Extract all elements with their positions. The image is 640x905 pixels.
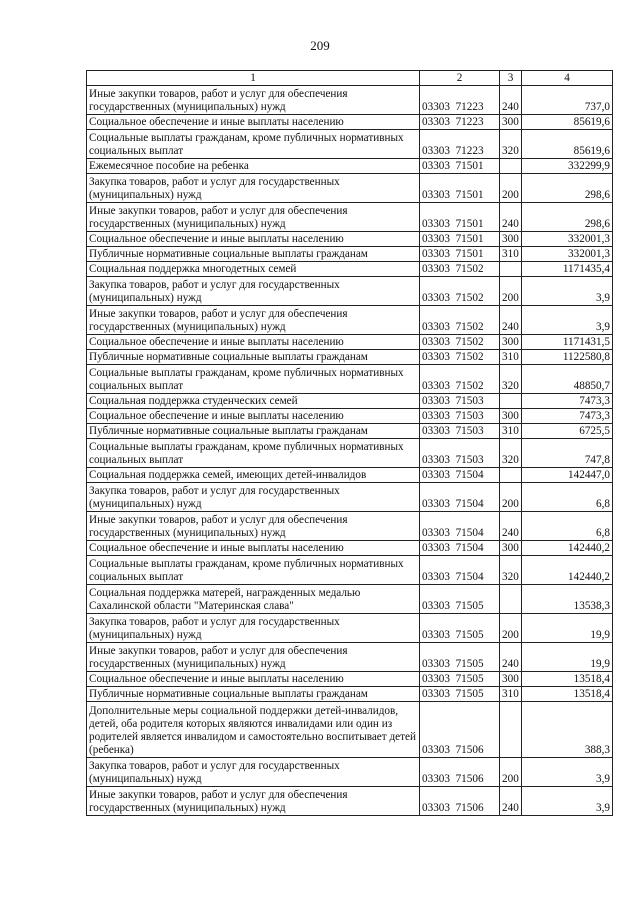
row-vr: 200: [500, 483, 522, 512]
row-name: Иные закупки товаров, работ и услуг для обеспечения государственных (муниципальных) нужд: [87, 787, 420, 816]
row-code: 03303 71505: [420, 687, 500, 702]
row-vr: 240: [500, 86, 522, 115]
header-col-3: 3: [500, 71, 522, 86]
row-code: 03303 71502: [420, 365, 500, 394]
table-header-row: [87, 71, 613, 86]
row-vr: 240: [500, 787, 522, 816]
row-amount: 3,9: [522, 758, 613, 787]
table-row: [87, 424, 613, 439]
row-code: 03303 71504: [420, 468, 500, 483]
row-name: Социальная поддержка матерей, награжденных медалью Сахалинской области "Материнская слава": [87, 585, 420, 614]
row-vr: 240: [500, 643, 522, 672]
row-name: Социальное обеспечение и иные выплаты населению: [87, 335, 420, 350]
row-vr: 320: [500, 365, 522, 394]
row-name: Социальные выплаты гражданам, кроме публичных нормативных социальных выплат: [87, 365, 420, 394]
row-code: 03303 71506: [420, 702, 500, 758]
row-vr: 320: [500, 439, 522, 468]
row-name: Социальные выплаты гражданам, кроме публичных нормативных социальных выплат: [87, 439, 420, 468]
row-name: Закупка товаров, работ и услуг для государственных (муниципальных) нужд: [87, 614, 420, 643]
row-code: 03303 71503: [420, 439, 500, 468]
table-row: [87, 702, 613, 758]
table-row: [87, 306, 613, 335]
row-name: Публичные нормативные социальные выплаты гражданам: [87, 687, 420, 702]
row-name: Социальная поддержка многодетных семей: [87, 262, 420, 277]
row-vr: [500, 262, 522, 277]
row-name: Иные закупки товаров, работ и услуг для обеспечения государственных (муниципальных) нужд: [87, 643, 420, 672]
table-row: [87, 672, 613, 687]
row-vr: 310: [500, 350, 522, 365]
table-row: [87, 643, 613, 672]
row-code: 03303 71503: [420, 424, 500, 439]
row-vr: 300: [500, 409, 522, 424]
row-name: Социальная поддержка студенческих семей: [87, 394, 420, 409]
row-code: 03303 71506: [420, 758, 500, 787]
row-code: 03303 71223: [420, 130, 500, 159]
row-name: Социальное обеспечение и иные выплаты населению: [87, 232, 420, 247]
row-code: 03303 71223: [420, 115, 500, 130]
row-name: Ежемесячное пособие на ребенка: [87, 159, 420, 174]
table-row: [87, 335, 613, 350]
row-code: 03303 71506: [420, 787, 500, 816]
row-code: 03303 71505: [420, 585, 500, 614]
table-row: [87, 232, 613, 247]
table-row: [87, 614, 613, 643]
table-row: [87, 439, 613, 468]
table-row: [87, 203, 613, 232]
row-name: Социальное обеспечение и иные выплаты населению: [87, 409, 420, 424]
row-vr: 300: [500, 232, 522, 247]
table-row: [87, 394, 613, 409]
row-amount: 19,9: [522, 614, 613, 643]
row-code: 03303 71505: [420, 614, 500, 643]
row-name: Публичные нормативные социальные выплаты гражданам: [87, 424, 420, 439]
row-amount: 7473,3: [522, 394, 613, 409]
table-row: [87, 541, 613, 556]
row-amount: 3,9: [522, 277, 613, 306]
row-vr: 310: [500, 424, 522, 439]
row-name: Дополнительные меры социальной поддержки детей-инвалидов, детей, оба родителя которых являются инвалидами или один из родителей является инвалидом и самостоятельно воспитывает детей (ребенка): [87, 702, 420, 758]
row-amount: 142440,2: [522, 556, 613, 585]
row-name: Иные закупки товаров, работ и услуг для обеспечения государственных (муниципальных) нужд: [87, 306, 420, 335]
row-amount: 332001,3: [522, 247, 613, 262]
table-row: [87, 86, 613, 115]
row-code: 03303 71502: [420, 277, 500, 306]
row-amount: 13518,4: [522, 672, 613, 687]
table-row: [87, 556, 613, 585]
row-amount: 388,3: [522, 702, 613, 758]
row-vr: 240: [500, 512, 522, 541]
row-name: Закупка товаров, работ и услуг для государственных (муниципальных) нужд: [87, 174, 420, 203]
row-vr: [500, 702, 522, 758]
table-row: [87, 787, 613, 816]
budget-table: [86, 70, 613, 816]
table-row: [87, 130, 613, 159]
row-amount: 737,0: [522, 86, 613, 115]
row-vr: 310: [500, 687, 522, 702]
row-amount: 85619,6: [522, 115, 613, 130]
row-amount: 7473,3: [522, 409, 613, 424]
row-vr: 320: [500, 130, 522, 159]
header-col-1: 1: [87, 71, 420, 86]
table-row: [87, 512, 613, 541]
row-amount: 48850,7: [522, 365, 613, 394]
table-row: [87, 468, 613, 483]
header-col-4: 4: [522, 71, 613, 86]
row-vr: [500, 585, 522, 614]
table-row: [87, 409, 613, 424]
row-vr: 300: [500, 672, 522, 687]
row-vr: 200: [500, 174, 522, 203]
row-name: Социальная поддержка семей, имеющих детей-инвалидов: [87, 468, 420, 483]
table-row: [87, 365, 613, 394]
row-amount: 13538,3: [522, 585, 613, 614]
table-row: [87, 585, 613, 614]
row-amount: 142440,2: [522, 541, 613, 556]
row-vr: 320: [500, 556, 522, 585]
row-amount: 1171431,5: [522, 335, 613, 350]
row-amount: 19,9: [522, 643, 613, 672]
row-code: 03303 71501: [420, 159, 500, 174]
row-code: 03303 71223: [420, 86, 500, 115]
row-vr: [500, 468, 522, 483]
row-name: Иные закупки товаров, работ и услуг для обеспечения государственных (муниципальных) нужд: [87, 86, 420, 115]
table-row: [87, 687, 613, 702]
row-vr: 200: [500, 614, 522, 643]
row-vr: 300: [500, 541, 522, 556]
row-vr: 300: [500, 335, 522, 350]
row-code: 03303 71501: [420, 203, 500, 232]
table-row: [87, 758, 613, 787]
row-name: Публичные нормативные социальные выплаты гражданам: [87, 247, 420, 262]
row-vr: 300: [500, 115, 522, 130]
row-vr: 240: [500, 306, 522, 335]
row-vr: 200: [500, 758, 522, 787]
row-code: 03303 71505: [420, 672, 500, 687]
row-code: 03303 71505: [420, 643, 500, 672]
row-name: Социальное обеспечение и иные выплаты населению: [87, 541, 420, 556]
row-code: 03303 71503: [420, 394, 500, 409]
row-amount: 1171435,4: [522, 262, 613, 277]
table-row: [87, 174, 613, 203]
row-amount: 142447,0: [522, 468, 613, 483]
row-amount: 1122580,8: [522, 350, 613, 365]
row-amount: 298,6: [522, 174, 613, 203]
table-row: [87, 159, 613, 174]
row-name: Закупка товаров, работ и услуг для государственных (муниципальных) нужд: [87, 483, 420, 512]
header-col-2: 2: [420, 71, 500, 86]
row-code: 03303 71501: [420, 247, 500, 262]
page-number: 209: [310, 38, 330, 53]
row-name: Закупка товаров, работ и услуг для государственных (муниципальных) нужд: [87, 758, 420, 787]
row-code: 03303 71501: [420, 232, 500, 247]
row-code: 03303 71502: [420, 262, 500, 277]
row-code: 03303 71503: [420, 409, 500, 424]
row-code: 03303 71502: [420, 306, 500, 335]
table-row: [87, 483, 613, 512]
row-code: 03303 71504: [420, 512, 500, 541]
row-code: 03303 71502: [420, 335, 500, 350]
row-code: 03303 71504: [420, 556, 500, 585]
row-amount: 6,8: [522, 483, 613, 512]
row-amount: 3,9: [522, 306, 613, 335]
row-amount: 13518,4: [522, 687, 613, 702]
row-code: 03303 71504: [420, 483, 500, 512]
row-vr: [500, 394, 522, 409]
row-name: Социальные выплаты гражданам, кроме публичных нормативных социальных выплат: [87, 130, 420, 159]
row-amount: 3,9: [522, 787, 613, 816]
row-vr: 240: [500, 203, 522, 232]
row-amount: 332001,3: [522, 232, 613, 247]
row-amount: 332299,9: [522, 159, 613, 174]
row-amount: 298,6: [522, 203, 613, 232]
table-row: [87, 277, 613, 306]
row-name: Иные закупки товаров, работ и услуг для обеспечения государственных (муниципальных) нужд: [87, 512, 420, 541]
row-code: 03303 71501: [420, 174, 500, 203]
row-name: Социальные выплаты гражданам, кроме публичных нормативных социальных выплат: [87, 556, 420, 585]
table-row: [87, 350, 613, 365]
row-name: Иные закупки товаров, работ и услуг для обеспечения государственных (муниципальных) нужд: [87, 203, 420, 232]
row-name: Закупка товаров, работ и услуг для государственных (муниципальных) нужд: [87, 277, 420, 306]
table-row: [87, 115, 613, 130]
row-code: 03303 71504: [420, 541, 500, 556]
row-amount: 85619,6: [522, 130, 613, 159]
row-amount: 747,8: [522, 439, 613, 468]
row-name: Публичные нормативные социальные выплаты гражданам: [87, 350, 420, 365]
row-vr: 310: [500, 247, 522, 262]
row-amount: 6725,5: [522, 424, 613, 439]
table-row: [87, 262, 613, 277]
row-vr: [500, 159, 522, 174]
row-vr: 200: [500, 277, 522, 306]
table-row: [87, 247, 613, 262]
row-name: Социальное обеспечение и иные выплаты населению: [87, 672, 420, 687]
row-code: 03303 71502: [420, 350, 500, 365]
row-amount: 6,8: [522, 512, 613, 541]
row-name: Социальное обеспечение и иные выплаты населению: [87, 115, 420, 130]
